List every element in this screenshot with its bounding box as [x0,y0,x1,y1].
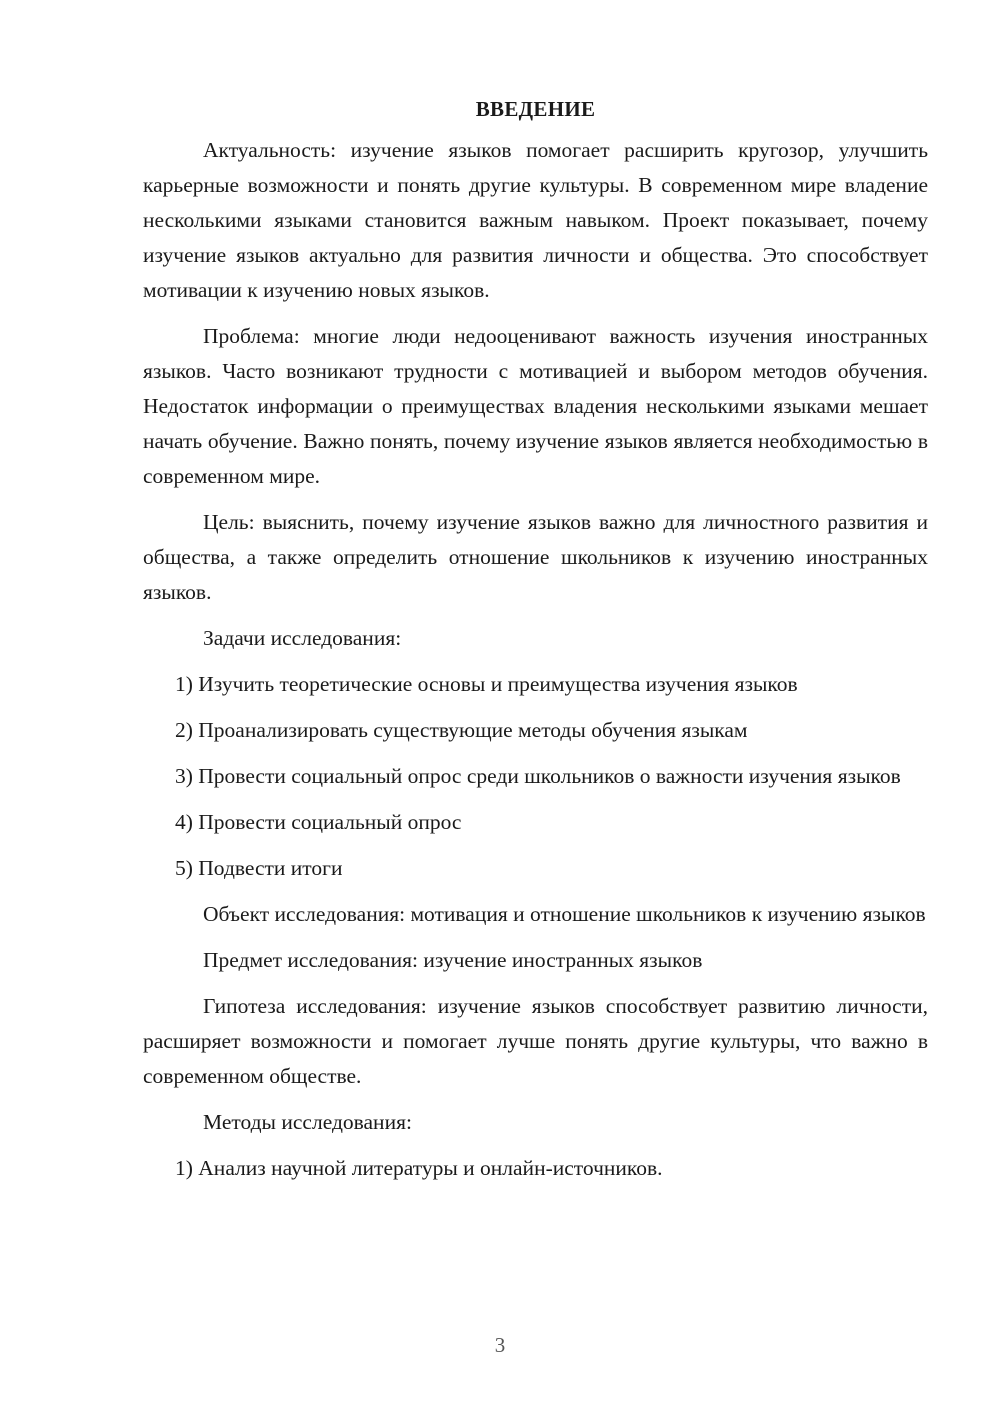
methods-heading: Методы исследования: [203,1110,412,1134]
hypothesis-paragraph: Гипотеза исследования: изучение языков способствует развитию личности, расширяет возможности и помогает лучше понять другие культуры, что важно в современном обществе. [143,994,928,1088]
object-paragraph: Объект исследования: мотивация и отношение школьников к изучению языков [203,902,926,926]
page-number: 3 [494,1333,506,1357]
subject-paragraph: Предмет исследования: изучение иностранных языков [203,948,703,972]
task-item-2: 2) Проанализировать существующие методы обучения языкам [175,718,748,742]
goal-paragraph: Цель: выяснить, почему изучение языков важно для личностного развития и общества, а также определить отношение школьников к изучению иностранных языков. [143,510,928,604]
task-item-1: 1) Изучить теоретические основы и преимущества изучения языков [175,672,798,696]
task-item-3: 3) Провести социальный опрос среди школьников о важности изучения языков [175,764,901,788]
task-item-4: 4) Провести социальный опрос [175,810,462,834]
task-item-5: 5) Подвести итоги [175,856,343,880]
section-title: ВВЕДЕНИЕ [475,97,596,121]
problem-paragraph: Проблема: многие люди недооценивают важность изучения иностранных языков. Часто возникают трудности с мотивацией и выбором методов обучения. Недостаток информации о преимуществах владения несколькими языками мешает начать обучение. Важно понять, почему изучение языков является необходимостью в современном мире. [143,324,928,488]
tasks-heading: Задачи исследования: [203,626,402,650]
method-item-1: 1) Анализ научной литературы и онлайн-источников. [175,1156,663,1180]
relevance-paragraph: Актуальность: изучение языков помогает расширить кругозор, улучшить карьерные возможности и понять другие культуры. В современном мире владение несколькими языками становится важным навыком. Проект показывает, почему изучение языков актуально для развития личности и общества. Это способствует мотивации к изучению новых языков. [143,138,928,302]
document-page [143,92,928,1197]
